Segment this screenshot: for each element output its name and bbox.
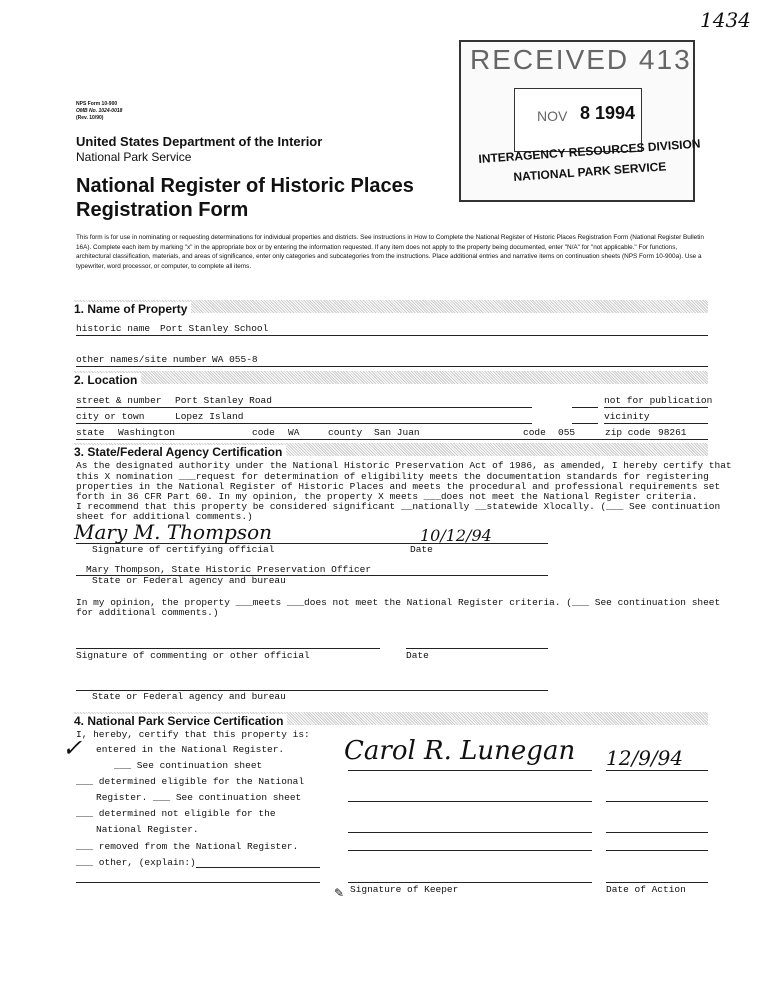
cert-line-6: sheet for additional comments.) xyxy=(76,511,253,522)
section-3-header xyxy=(74,443,708,459)
vicinity-label: vicinity xyxy=(604,411,650,422)
agency-label-2: State or Federal agency and bureau xyxy=(92,691,286,702)
cert-line-5: I recommend that this property be considered significant __nationally __statewide Xlocally. (___ See continuation xyxy=(76,501,721,512)
page-title: National Register of Historic Places xyxy=(76,175,414,197)
keeper-line-3 xyxy=(348,832,592,833)
section-4-header xyxy=(74,712,708,728)
section-1-header xyxy=(74,300,708,316)
department: United States Department of the Interior xyxy=(76,134,323,149)
date-line-3 xyxy=(606,832,708,833)
keeper-line-2 xyxy=(348,801,592,802)
other-names-field[interactable]: WA 055-8 xyxy=(212,354,258,365)
certifying-signature-label: Signature of certifying official xyxy=(92,544,275,555)
certifying-date-label: Date xyxy=(410,544,433,555)
nfp-checkbox-line xyxy=(572,407,598,408)
vicinity-checkbox-line xyxy=(572,423,598,424)
county-code-field[interactable]: 055 xyxy=(558,427,576,438)
cert-line-4: forth in 36 CFR Part 60. In my opinion, the property X meets ___does not meet the National Register criteria. xyxy=(76,491,698,502)
not-eligible-option-l2: National Register. xyxy=(96,824,199,835)
state-code-label: code xyxy=(252,427,275,438)
action-date: 12/9/94 xyxy=(606,746,684,770)
revision: (Rev. 10/90) xyxy=(76,115,104,121)
historic-name-label: historic name xyxy=(76,323,151,334)
other-line xyxy=(196,867,320,868)
section-2-heading: 2. Location xyxy=(74,373,141,387)
section-3-heading: 3. State/Federal Agency Certification xyxy=(74,445,286,459)
opinion-line-1: In my opinion, the property ___meets ___does not meet the National Register criteria. (___ See continuation sheet xyxy=(76,597,721,608)
state-code-field[interactable]: WA xyxy=(288,427,300,438)
city-field[interactable]: Lopez Island xyxy=(175,411,244,422)
keeper-line-5 xyxy=(348,882,592,883)
section-1-heading: 1. Name of Property xyxy=(74,302,191,316)
date-line-5 xyxy=(606,882,708,883)
keeper-signature: Carol R. Lunegan xyxy=(344,736,576,766)
page-subtitle: Registration Form xyxy=(76,199,249,221)
date-line-1 xyxy=(606,770,708,771)
certifying-signature: Mary M. Thompson xyxy=(74,520,273,544)
service: National Park Service xyxy=(76,150,192,164)
nps-certify-text: I, hereby, certify that this property is: xyxy=(76,729,310,740)
not-eligible-option-l1[interactable]: ___ determined not eligible for the xyxy=(76,808,276,819)
omb-number: OMB No. 1024-0018 xyxy=(76,108,123,114)
nfp-line xyxy=(604,407,708,408)
city-label: city or town xyxy=(76,411,145,422)
city-line xyxy=(76,423,532,424)
cert-line-1: As the designated authority under the National Historic Preservation Act of 1986, as amended, I hereby certify that xyxy=(76,460,732,471)
entered-check-icon: ✓ xyxy=(62,734,83,762)
zip-field[interactable]: 98261 xyxy=(658,427,687,438)
keeper-line-1 xyxy=(348,770,592,771)
cert-line-3: properties in the National Register of Historic Places and meets the procedural and professional requirements set xyxy=(76,481,721,492)
commenting-date-line xyxy=(406,648,548,649)
other-names-label: other names/site number xyxy=(76,354,208,365)
street-field[interactable]: Port Stanley Road xyxy=(175,395,272,406)
corner-number: 1434 xyxy=(700,8,751,32)
date-line-2 xyxy=(606,801,708,802)
county-label: county xyxy=(328,427,363,438)
stamp-service: NATIONAL PARK SERVICE xyxy=(513,159,667,184)
county-code-label: code xyxy=(523,427,546,438)
date-of-action-label: Date of Action xyxy=(606,884,686,895)
form-number: NPS Form 10-900 xyxy=(76,101,118,107)
cert-line-2: this X nomination ___request for determination of eligibility meets the documentation standards for registering xyxy=(76,471,709,482)
keeper-signature-label: Signature of Keeper xyxy=(350,884,459,895)
county-field[interactable]: San Juan xyxy=(374,427,420,438)
certifying-date: 10/12/94 xyxy=(420,526,492,545)
removed-option[interactable]: ___ removed from the National Register. xyxy=(76,841,299,852)
other-names-line xyxy=(76,366,708,367)
eligible-option-l1[interactable]: ___ determined eligible for the National xyxy=(76,776,305,787)
stamp-received: RECEIVED 413 xyxy=(470,44,692,75)
vicinity-line xyxy=(604,423,708,424)
commenting-sig-line xyxy=(76,648,380,649)
other-option[interactable]: ___ other, (explain:) xyxy=(76,857,196,868)
other-line-2 xyxy=(76,882,320,883)
state-line xyxy=(76,439,708,440)
section-4-heading: 4. National Park Service Certification xyxy=(74,714,287,728)
commenting-signature-label: Signature of commenting or other official xyxy=(76,650,310,661)
commenting-date-label: Date xyxy=(406,650,429,661)
stamp-month: NOV xyxy=(537,108,568,124)
street-label: street & number xyxy=(76,395,162,406)
intro-instructions: This form is for use in nominating or requesting determinations for individual properties and districts. See instructions in How to Complete the National Register of Historic Places Registration Form (National Register Bulletin 16A). Complete each item by marking "x" in the appropriate box or by entering the information requested. If any item does not apply to the property being documented, enter "N/A" for "not applicable." For functions, architectural classification, materials, and areas of significance, enter only categories and subcategories from the instructions. Place additional entries and narrative items on continuation sheets (NPS Form 10-900a). Use a typewriter, word processor, or computer, to complete all items. xyxy=(76,234,704,270)
historic-name-field[interactable]: Port Stanley School xyxy=(160,323,269,334)
section-2-header xyxy=(74,371,708,387)
state-label: state xyxy=(76,427,105,438)
agency-value: Mary Thompson, State Historic Preservation Officer xyxy=(86,564,372,575)
street-line xyxy=(76,407,532,408)
date-line-4 xyxy=(606,850,708,851)
pointer-mark-icon: ✎ xyxy=(334,886,345,900)
agency-label: State or Federal agency and bureau xyxy=(92,575,286,586)
eligible-option-l2[interactable]: Register. ___ See continuation sheet xyxy=(96,792,302,803)
entered-option[interactable]: entered in the National Register. xyxy=(96,744,285,755)
stamp-day: 8 1994 xyxy=(580,103,636,123)
state-field[interactable]: Washington xyxy=(118,427,176,438)
stamp-division: INTERAGENCY RESOURCES DIVISION xyxy=(478,136,701,166)
see-continuation-1[interactable]: ___ See continuation sheet xyxy=(114,760,263,771)
historic-name-line xyxy=(76,335,708,336)
not-for-publication-label: not for publication xyxy=(604,395,713,406)
keeper-line-4 xyxy=(348,850,592,851)
opinion-line-2: for additional comments.) xyxy=(76,607,219,618)
zip-label: zip code xyxy=(605,427,651,438)
